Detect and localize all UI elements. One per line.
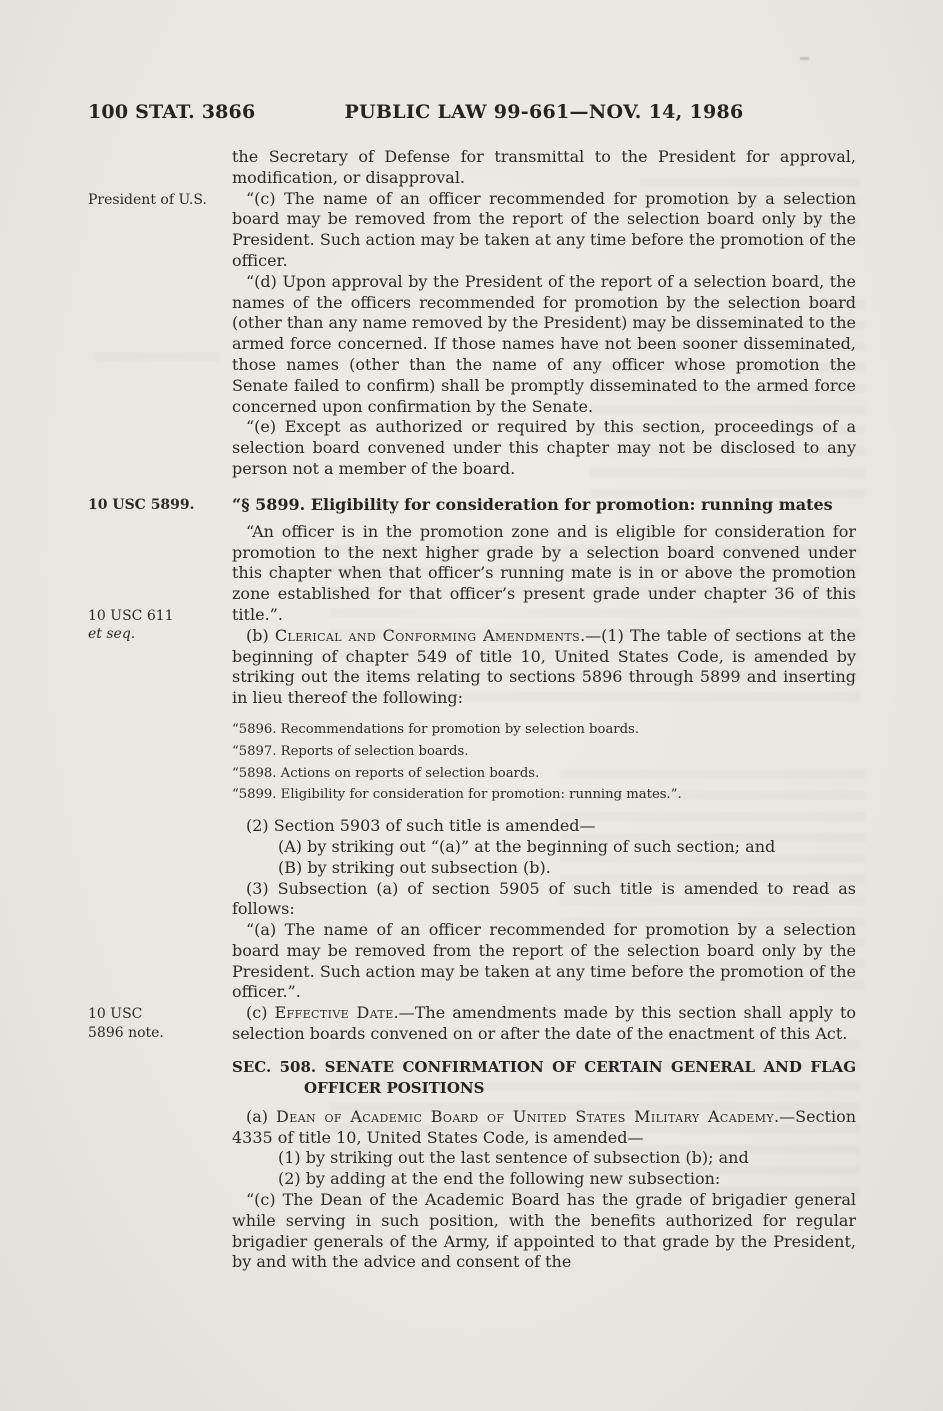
paragraph-text: “(c) The Dean of the Academic Board has the grade of brigadier general while serving in such position, with the benefits authorized for regular brigadier generals of the Army, if appointed to that grade by the President, by and with the advice and consent of the — [232, 1190, 856, 1272]
paragraph-text: (c) Effective Date.—The amendments made by this section shall apply to selection boards convened on or after the date of the enactment of this Act. — [232, 1003, 857, 1044]
paragraph-text: (B) by striking out subsection (b). — [278, 857, 551, 877]
smallcaps-phrase: Effective Date — [274, 1003, 394, 1023]
paragraph-continuation — [232, 147, 856, 189]
paragraph-text: “(e) Except as authorized or required by this section, proceedings of a selection board convened under this chapter may not be disclosed to any person not a member of the board. — [232, 417, 856, 478]
toc-line: “5898. Actions on reports of selection boards. — [232, 765, 540, 781]
paragraph-text: (a) Dean of Academic Board of United States Military Academy.—Section 4335 of title 10, United States Code, is amended— — [232, 1106, 857, 1147]
paragraph-c — [88, 188, 856, 272]
toc-line: “5899. Eligibility for consideration for promotion: running mates.”. — [232, 787, 682, 803]
heading-text: SEC. 508. SENATE CONFIRMATION OF CERTAIN GENERAL AND FLAG OFFICER POSITIONS — [232, 1057, 856, 1098]
paragraph-text: (2) Section 5903 of such title is amended— — [246, 816, 596, 836]
paragraph-text: “(a) The name of an officer recommended for promotion by a selection board may be removed from the report of the selection board only by the President. Such action may be taken at any time before the promotion of the officer.”. — [232, 920, 856, 1002]
paragraph-d — [232, 272, 856, 418]
paragraph-a-amended — [232, 920, 856, 1003]
paragraph-dean-1 — [232, 1148, 856, 1169]
paragraph-officer-promotion-zone — [232, 522, 856, 626]
toc-line: “5896. Recommendations for promotion by selection boards. — [232, 721, 640, 737]
paragraph-final-brigadier — [232, 1190, 856, 1273]
margin-note-usc-5896: 10 USC 5896 note. — [88, 1006, 164, 1041]
paragraph-c-effective-date — [88, 1003, 857, 1045]
paragraph-text: (A) by striking out “(a)” at the beginning of such section; and — [278, 836, 776, 856]
margin-note-usc-611: 10 USC 611 et seq. — [88, 607, 174, 643]
paragraph-dean-2 — [232, 1169, 856, 1190]
paragraph-text: (b) Clerical and Conforming Amendments.—(1) The table of sections at the beginning of chapter 549 of title 10, United States Code, is amended by striking out the items relating to sections 5896 through 5899 and inserting in lieu thereof the following: — [232, 625, 857, 708]
paragraph-text: “(d) Upon approval by the President of the report of a selection board, the names of the officers recommended for promotion by the selection board (other than any name removed by the President) may be disseminated to the armed force concerned. If those names have not been sooner disseminated, those names (other than the name of any officer whose promotion the Senate failed to confirm) shall be promptly disseminated to the armed force concerned upon confirmation by the Senate. — [232, 271, 857, 416]
margin-note-president: President of U.S. — [88, 191, 207, 208]
paragraph-text: (1) by striking out the last sentence of subsection (b); and — [278, 1148, 749, 1168]
paragraph-2A — [232, 837, 856, 858]
paragraph-text: (3) Subsection (a) of section 5905 of such title is amended to read as follows: — [232, 878, 856, 919]
section-508-heading — [232, 1057, 856, 1100]
paragraph-text: “An officer is in the promotion zone and is eligible for consideration for promotion to the next higher grade by a selection board convened under this chapter when that officer’s running mate is in or above the promotion zone established for that officer’s present grade under chapter 36 of this title.”. — [232, 521, 856, 624]
margin-note-usc-5899: 10 USC 5899. — [88, 496, 195, 513]
paragraph-e — [232, 417, 856, 479]
running-head-law-title: PUBLIC LAW 99-661—NOV. 14, 1986 — [344, 101, 744, 123]
paragraph-2 — [232, 816, 856, 837]
paragraph-text: the Secretary of Defense for transmittal to the President for approval, modification, or disapproval. — [232, 147, 856, 187]
heading-text: “§ 5899. Eligibility for consideration for promotion: running mates — [232, 494, 833, 514]
section-5899-heading — [88, 494, 856, 515]
toc-line: “5897. Reports of selection boards. — [232, 743, 469, 759]
table-of-sections — [232, 719, 856, 806]
margin-note-usc-611-italic: et seq. — [88, 626, 136, 643]
paper-speck — [800, 57, 809, 60]
smallcaps-phrase: Clerical and Conforming Amendments — [274, 625, 581, 645]
smallcaps-phrase: Dean of Academic Board of United States Military Academy — [276, 1106, 775, 1126]
paragraph-text: “(c) The name of an officer recommended for promotion by a selection board may be removed from the report of the selection board only by the President. Such action may be taken at any time before the promotion of the officer. — [232, 188, 856, 270]
paragraph-3 — [232, 879, 856, 921]
page-number-stat: 100 STAT. 3866 — [88, 101, 256, 123]
showthrough-ghost — [95, 352, 220, 366]
paragraph-b-clerical-amendments — [88, 607, 857, 709]
paragraph-2B — [232, 858, 856, 879]
paragraph-dean-academic-board — [232, 1107, 856, 1149]
paragraph-text: (2) by adding at the end the following new subsection: — [278, 1169, 721, 1189]
statute-text-column — [88, 147, 857, 1273]
